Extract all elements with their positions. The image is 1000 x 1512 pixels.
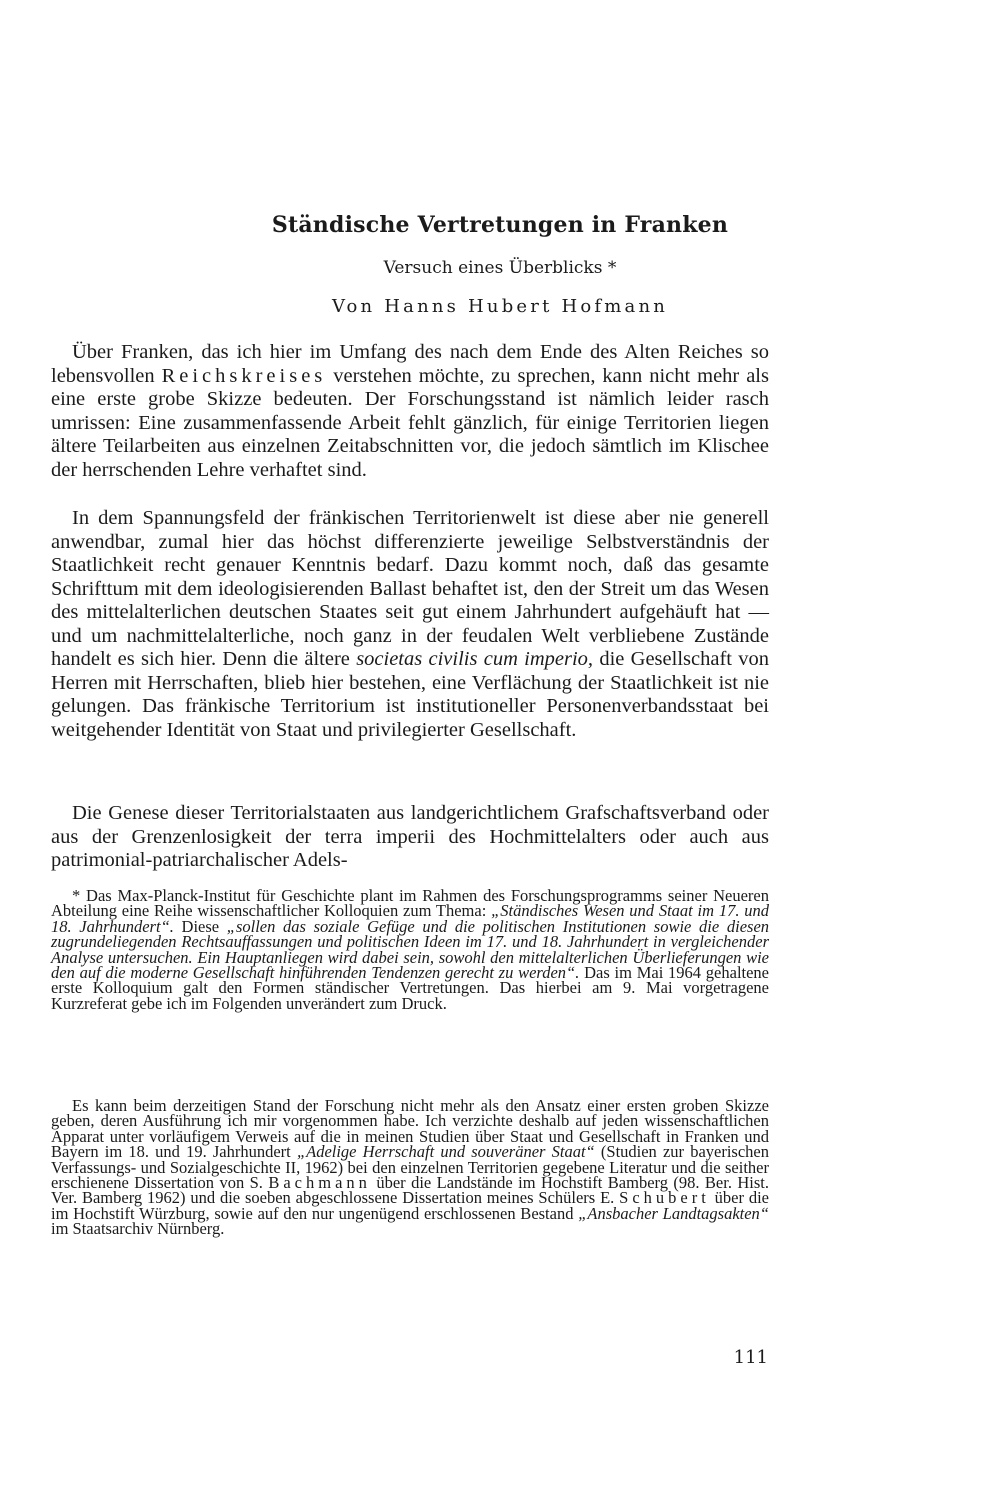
footnote-2 <box>51 1098 769 1237</box>
footnote-text: über die im Hochstift Würzburg, sowie auf den nur ungenügend erschlossenen Bestand <box>51 1188 769 1223</box>
footnote-1 <box>51 888 769 1011</box>
body-paragraph-3 <box>51 802 769 873</box>
footnote-quote: „Ständisches Wesen und Staat im 17. und 18. Jahrhundert“. <box>51 901 769 936</box>
footnote-text: * Das Max-Planck-Institut für Geschichte plant im Rahmen des Forschungsprogramms seiner Neueren Abteilung eine Reihe wissenschaftlicher Kolloquien zum Thema: <box>51 886 769 921</box>
article-subtitle: Versuch eines Überblicks * <box>383 258 617 278</box>
footnote-quote: „sollen das soziale Gefüge und die politischen Institutionen sowie die diesen zugrundeliegenden Rechtsauffassungen und politischen Ideen im 17. und 18. Jahrhundert in vergleichender Analyse untersuchen. Ein Hauptanliegen wird dabei sein, sowohl den mittelalterlichen Überlieferungen wie den auf die moderne Gesellschaft hinführenden Tendenzen gerecht zu werden“. <box>51 916 770 983</box>
footnote-text: im Staatsarchiv Nürnberg. <box>51 1219 225 1239</box>
paragraph-text: Über Franken, das ich hier im Umfang des nach dem Ende des Alten Reiches so lebensvollen <box>51 341 769 387</box>
spaced-name: Bachmann <box>268 1173 371 1193</box>
body-paragraph-2 <box>51 507 769 742</box>
author-byline: Von Hanns Hubert Hofmann <box>331 296 669 317</box>
spaced-term: Reichskreises <box>161 364 327 387</box>
article-title: Ständische Vertretungen in Franken <box>271 212 729 238</box>
body-paragraph-1 <box>51 341 769 482</box>
footnote-text: Diese <box>173 916 227 936</box>
paragraph-text: In dem Spannungsfeld der fränkischen Territorienwelt ist diese aber nie generell anwendbar, zumal hier das höchst differenzierte jeweilige Selbstverständnis der Staatlichkeit recht genauer Kenntnis bedarf. Dazu kommt noch, daß das gesamte Schrifttum mit dem ideologisierenden Ballast behaftet ist, den der Streit um das Wesen des mittelalterlichen deutschen Staates seit gut einem Jahrhundert aufgehäuft hat — und um nachmittelalterliche, noch ganz in der feudalen Welt verbliebene Zustände handelt es sich hier. Denn die ältere <box>51 507 769 670</box>
paragraph-text: Die Genese dieser Territorialstaaten aus landgerichtlichem Grafschaftsverband oder aus der Grenzenlosigkeit der terra imperii des Hochmittelalters oder auch aus patrimonial-patriarchalischer Adels- <box>51 802 769 871</box>
paragraph-text: verstehen möchte, zu sprechen, kann nicht mehr als eine erste grobe Skizze bedeuten. Der Forschungsstand ist nämlich leider rasch umrissen: Eine zusammenfassende Arbeit fehlt gänzlich, für einige Territorien liegen ältere Teilarbeiten aus einzelnen Zeitabschnitten vor, die jedoch sämtlich im Klischee der herrschenden Lehre verhaftet sind. <box>51 364 769 481</box>
footnote-text: (Studien zur bayerischen Verfassungs- und Sozialgeschichte II, 1962) bei den einzelnen Territorien gegebene Literatur und die seither erschienene Dissertation von S. <box>51 1142 769 1193</box>
footnote-text: Es kann beim derzeitigen Stand der Forschung nicht mehr als den Ansatz einer ersten groben Skizze geben, deren Ausführung ich mir vorgenommen habe. Ich verzichte deshalb auf jeden wissenschaftlichen Apparat unter vorläufigem Verweis auf die in meinen Studien über Staat und Gesellschaft in Franken und Bayern im 18. und 19. Jahrhundert <box>51 1096 769 1162</box>
page-number: 111 <box>733 1347 768 1368</box>
paragraph-text: die Gesellschaft von Herren mit Herrschaften, blieb hier bestehen, eine Verflächung der Staatlichkeit ist nie gelungen. Das fränkische Territorium ist institutioneller Personenverbandsstaat bei weitgehender Identität von Staat und privilegierter Gesellschaft. <box>51 648 769 741</box>
latin-term: societas civilis cum imperio, <box>356 648 594 670</box>
footnote-text: über die Landstände im Hochstift Bamberg (98. Ber. Hist. Ver. Bamberg 1962) und die soeben abgeschlossene Dissertation meines Schülers E. <box>51 1173 770 1208</box>
footnote-quote: „Adelige Herrschaft und souveräner Staat“ <box>296 1142 595 1162</box>
spaced-name: Schubert <box>619 1188 710 1208</box>
footnote-text: Das im Mai 1964 gehaltene erste Kolloquium galt den Formen ständischer Vertretungen. Das hierbei am 9. Mai vorgetragene Kurzreferat gebe ich im Folgenden unverändert zum Druck. <box>51 963 770 1013</box>
footnote-quote: „Ansbacher Landtagsakten“ <box>578 1203 769 1223</box>
